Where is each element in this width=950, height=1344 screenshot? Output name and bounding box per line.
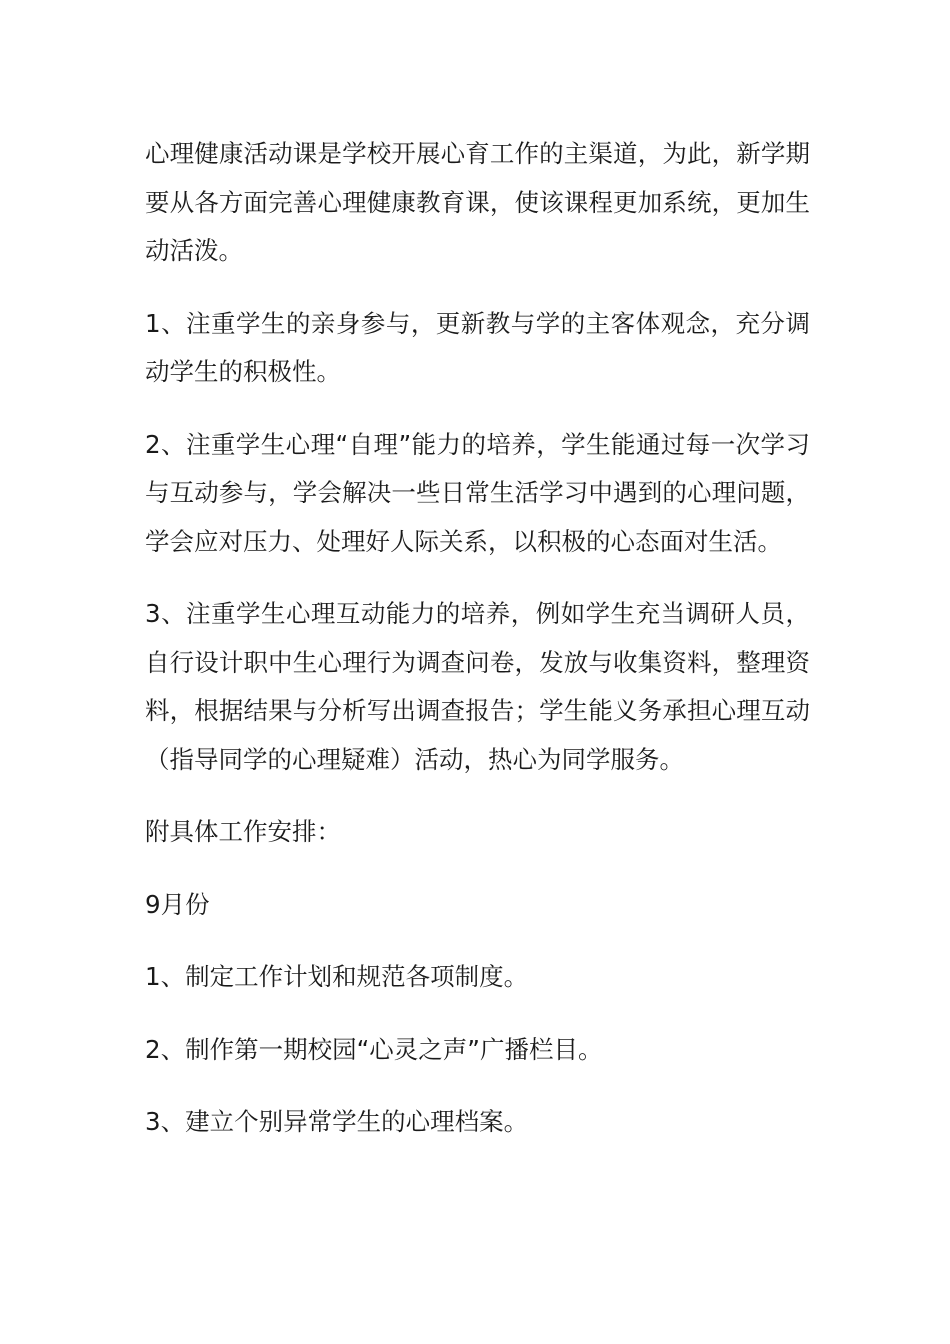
point-1-paragraph: 1、注重学生的亲身参与，更新教与学的主客体观念，充分调动学生的积极性。 (145, 308, 810, 386)
point-3-paragraph: 3、注重学生心理互动能力的培养，例如学生充当调研人员，自行设计职中生心理行为调查问卷，发放与收集资料，整理资料，根据结果与分析写出调查报告；学生能义务承担心理互动（指导同学的心理疑难）活动，热心为同学服务。 (145, 599, 810, 774)
point-2-paragraph: 2、注重学生心理“自理”能力的培养，学生能通过每一次学习与互动参与，学会解决一些日常生活学习中遇到的心理问题，学会应对压力、处理好人际关系，以积极的心态面对生活。 (145, 429, 810, 556)
intro-paragraph: 心理健康活动课是学校开展心育工作的主渠道，为此，新学期要从各方面完善心理健康教育课，使该课程更加系统，更加生动活泼。 (145, 139, 810, 265)
document-body (145, 130, 810, 1171)
task-2: 2、制作第一期校园“心灵之声”广播栏目。 (145, 1034, 603, 1064)
month-heading: 9月份 (145, 889, 210, 919)
schedule-heading: 附具体工作安排： (145, 817, 341, 846)
task-3: 3、建立个别异常学生的心理档案。 (145, 1107, 529, 1136)
task-1: 1、制定工作计划和规范各项制度。 (145, 962, 529, 991)
